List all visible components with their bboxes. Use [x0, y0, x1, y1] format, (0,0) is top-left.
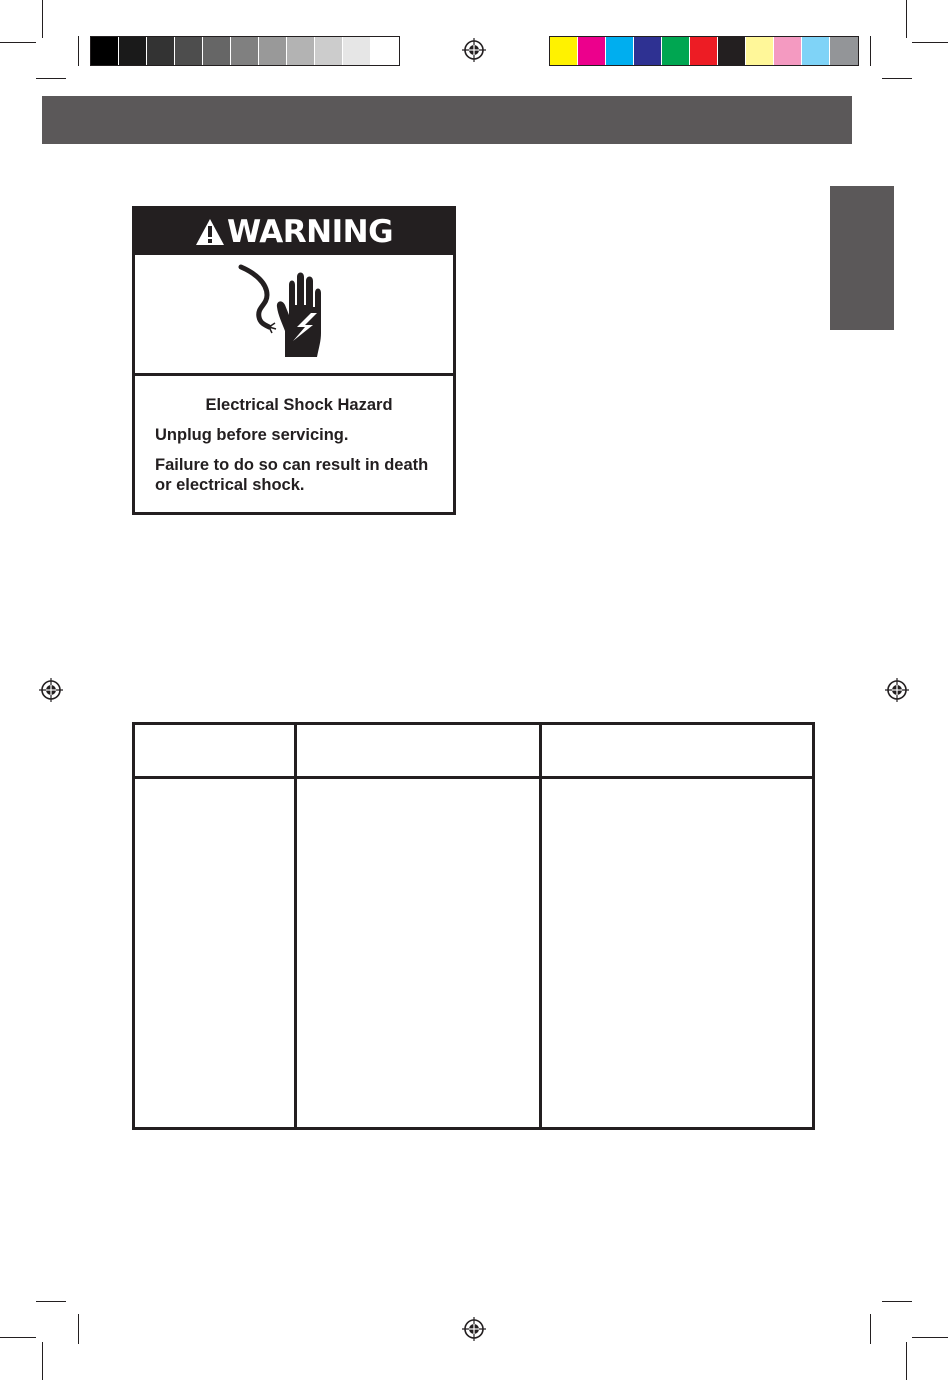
grayscale-color-bar [90, 36, 400, 66]
grayscale-swatch [259, 37, 287, 65]
language-side-tab [830, 186, 894, 330]
process-color-swatch [690, 37, 718, 65]
hazard-consequence: Failure to do so can result in death or electrical shock. [155, 456, 429, 494]
process-color-swatch [662, 37, 690, 65]
crop-mark-bottom-left-vertical [42, 1342, 43, 1380]
crop-mark-top-right-horizontal-inner [882, 78, 912, 79]
crop-mark-top-right-vertical [906, 0, 907, 38]
process-color-swatch [830, 37, 858, 65]
crop-mark-top-left-vertical-inner [78, 36, 79, 66]
grayscale-swatch [175, 37, 203, 65]
process-color-swatch [550, 37, 578, 65]
troubleshooting-table [132, 722, 815, 1130]
grayscale-swatch [203, 37, 231, 65]
process-color-swatch [578, 37, 606, 65]
grayscale-swatch [287, 37, 315, 65]
crop-mark-top-left-horizontal [0, 42, 36, 43]
crop-mark-bottom-right-horizontal [912, 1337, 948, 1338]
registration-mark-left [39, 678, 63, 702]
electrical-shock-hand-icon [233, 261, 343, 367]
warning-signal-word: WARNING [226, 214, 394, 250]
warning-message [155, 395, 445, 505]
crop-mark-top-left-horizontal-inner [36, 78, 66, 79]
crop-mark-bottom-right-vertical-inner [870, 1314, 871, 1344]
registration-mark-bottom [462, 1317, 486, 1341]
warning-label [132, 206, 456, 515]
grayscale-swatch [91, 37, 119, 65]
grayscale-swatch [231, 37, 259, 65]
crop-mark-bottom-left-horizontal [0, 1337, 36, 1338]
grayscale-swatch [371, 37, 399, 65]
grayscale-swatch [315, 37, 343, 65]
hazard-symbol-panel [135, 255, 453, 376]
process-color-swatch [746, 37, 774, 65]
table-header-divider [135, 776, 812, 779]
crop-mark-bottom-left-horizontal-inner [36, 1301, 66, 1302]
table-column-divider [539, 725, 542, 1127]
crop-mark-bottom-right-vertical [906, 1342, 907, 1380]
grayscale-swatch [343, 37, 371, 65]
table-column-divider [294, 725, 297, 1127]
process-color-swatch [606, 37, 634, 65]
process-color-swatch [774, 37, 802, 65]
hazard-instruction: Unplug before servicing. [155, 426, 349, 444]
process-color-swatch [802, 37, 830, 65]
grayscale-swatch [119, 37, 147, 65]
process-color-swatch [718, 37, 746, 65]
hazard-title: Electrical Shock Hazard [205, 396, 393, 414]
crop-mark-bottom-right-horizontal-inner [882, 1301, 912, 1302]
process-color-swatch [634, 37, 662, 65]
registration-mark-top [462, 38, 486, 62]
section-header-bar [42, 96, 852, 144]
crop-mark-top-left-vertical [42, 0, 43, 38]
crop-mark-bottom-left-vertical-inner [78, 1314, 79, 1344]
crop-mark-top-right-vertical-inner [870, 36, 871, 66]
registration-mark-right [885, 678, 909, 702]
process-color-bar [549, 36, 859, 66]
grayscale-swatch [147, 37, 175, 65]
warning-header [135, 209, 453, 255]
alert-triangle-icon [195, 218, 225, 246]
crop-mark-top-right-horizontal [912, 42, 948, 43]
